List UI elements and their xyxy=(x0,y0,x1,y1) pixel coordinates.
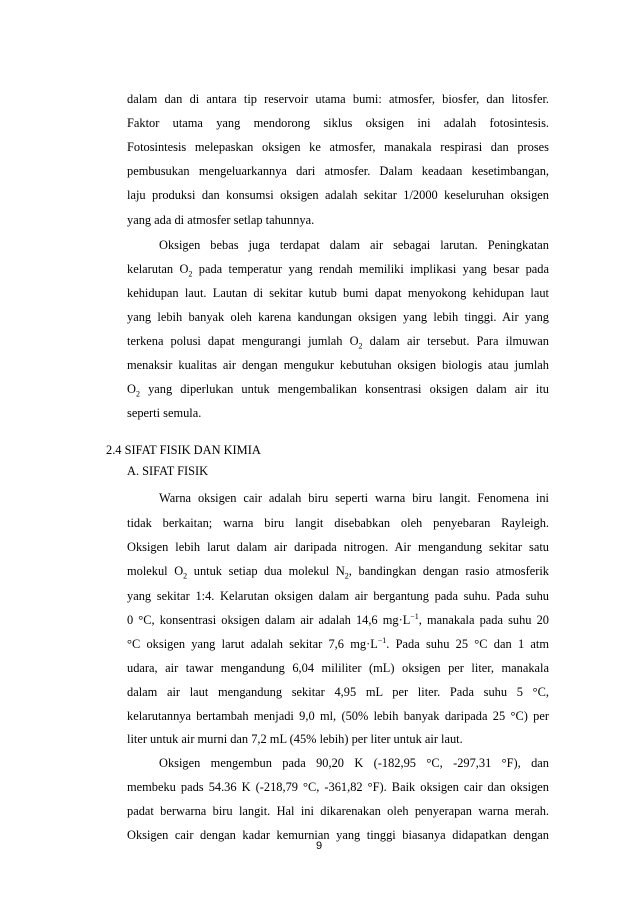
body-line: yang ada di atmosfer setlap tahunnya. xyxy=(127,212,315,227)
body-line: yang lebih banyak oleh karena kandungan oksigen yang lebih tinggi. Air yang xyxy=(127,309,549,324)
body-line: Fotosintesis melepaskan oksigen ke atmosfer, manakala respirasi dan proses xyxy=(127,140,549,155)
body-line: pembusukan mengeluarkannya dari atmosfer. Dalam keadaan kesetimbangan, xyxy=(127,164,549,179)
body-line: membeku pads 54.36 K (-218,79 °C, -361,82 °F). Baik oksigen cair dan oksigen xyxy=(127,779,549,794)
body-line: 0 °C, konsentrasi oksigen dalam air adalah 14,6 $mg\cdot L^{-1}$, manakala pada suhu 20 xyxy=(127,611,549,627)
body-line: Oksigen mengembun pada 90,20 K (-182,95 °C, -297,31 °F), dan xyxy=(159,755,549,770)
page-number: 9 xyxy=(315,840,323,852)
body-line: Faktor utama yang mendorong siklus oksigen ini adalah fotosintesis. xyxy=(127,116,549,131)
body-line: menaksir kualitas air dengan mengukur kebutuhan oksigen biologis atau jumlah xyxy=(127,358,549,373)
body-line: °C oksigen yang larut adalah sekitar 7,6 $mg\cdot L^{-1}$. Pada suhu 25 °C dan 1 atm xyxy=(127,635,549,651)
body-line: Oksigen bebas juga terdapat dalam air sebagai larutan. Peningkatan xyxy=(159,237,549,252)
body-line: Oksigen lebih larut dalam air daripada nitrogen. Air mengandung sekitar satu xyxy=(127,540,549,555)
body-line: terkena polusi dapat mengurangi jumlah $O_2$ dalam air tersebut. Para ilmuwan xyxy=(127,334,549,349)
body-line: padat berwarna biru langit. Hal ini dikarenakan oleh penyerapan warna merah. xyxy=(127,803,549,818)
body-line: dalam air laut mengandung sekitar 4,95 mL per liter. Pada suhu 5 °C, xyxy=(127,685,549,699)
body-line: yang sekitar 1:4. Kelarutan oksigen dalam air bergantung pada suhu. Pada suhu xyxy=(127,588,549,603)
subsection-heading: A. SIFAT FISIK xyxy=(127,464,209,479)
body-line: dalam dan di antara tip reservoir utama bumi: atmosfer, biosfer, dan litosfer. xyxy=(127,92,549,106)
body-line: kelarutan $O_2$ pada temperatur yang rendah memiliki implikasi yang besar pada xyxy=(127,261,549,277)
body-line: seperti semula. xyxy=(127,406,202,421)
body-line: molekul $O_2$ untuk setiap dua molekul $N_2$, bandingkan dengan rasio atmosferik xyxy=(127,564,549,580)
body-line: kelarutannya bertambah menjadi 9,0 ml, (50% lebih banyak daripada 25 °C) per xyxy=(127,709,549,724)
section-heading: 2.4 SIFAT FISIK DAN KIMIA xyxy=(106,442,261,457)
body-line: kehidupan laut. Lautan di sekitar kutub bumi dapat menyokong kehidupan laut xyxy=(127,285,549,300)
body-line: Oksigen cair dengan kadar kemurnian yang tinggi biasanya didapatkan dengan xyxy=(127,827,549,842)
body-line: $O_2$ yang diperlukan untuk mengembalikan konsentrasi oksigen dalam air itu xyxy=(127,382,549,398)
body-line: liter untuk air murni dan 7,2 mL (45% lebih) per liter untuk air laut. xyxy=(127,732,463,747)
body-line: tidak berkaitan; warna biru langit disebabkan oleh penyebaran Rayleigh. xyxy=(127,516,549,531)
body-line: laju produksi dan konsumsi oksigen adalah sekitar 1/2000 keseluruhan oksigen xyxy=(127,188,549,203)
body-line: Warna oksigen cair adalah biru seperti warna biru langit. Fenomena ini xyxy=(159,491,549,506)
body-line: udara, air tawar mengandung 6,04 mililiter (mL) oksigen per liter, manakala xyxy=(127,660,549,675)
